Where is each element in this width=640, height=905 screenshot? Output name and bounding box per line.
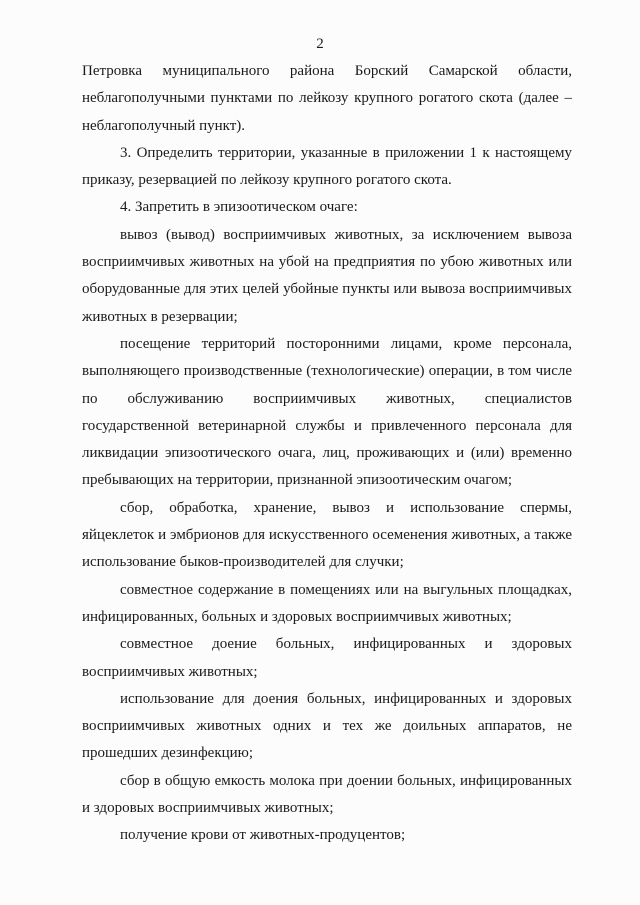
paragraph: получение крови от животных-продуцентов; [120,827,406,844]
paragraph: посещение территорий посторонними лицами, кроме персонала, выполняющего производственные (технологические) операции, в том числе по обслуживанию восприимчивых животных, специалистов государственной ветеринарной службы и привлеченного персонала для ликвидации эпизоотического очага, лиц, проживающих и (или) временно пребывающих на территории, признанной эпизоотическим очагом; [82,335,572,489]
page-number: 2 [316,36,324,52]
paragraph: 4. Запретить в эпизоотическом очаге: [120,199,358,216]
paragraph: сбор в общую емкость молока при доении больных, инфицированных и здоровых восприимчивых животных; [82,772,572,817]
paragraph: Петровка муниципального района Борский Самарской области, неблагополучными пунктами по лейкозу крупного рогатого скота (далее – неблагополучный пункт). [82,63,572,134]
paragraph: использование для доения больных, инфицированных и здоровых восприимчивых животных одних и тех же доильных аппаратов, не прошедших дезинфекцию; [82,690,572,762]
paragraph: вывоз (вывод) восприимчивых животных, за исключением вывоза восприимчивых животных на убой на предприятия по убою животных или оборудованные для этих целей убойные пункты или вывоза восприимчивых животных в резервации; [82,226,572,325]
document-body [82,58,572,850]
paragraph: совместное доение больных, инфицированных и здоровых восприимчивых животных; [82,636,572,680]
paragraph: сбор, обработка, хранение, вывоз и использование спермы, яйцеклеток и эмбрионов для искусственного осеменения животных, а также использование быков-производителей для случки; [82,499,572,571]
paragraph: совместное содержание в помещениях или на выгульных площадках, инфицированных, больных и здоровых восприимчивых животных; [82,581,572,625]
paragraph: 3. Определить территории, указанные в приложении 1 к настоящему приказу, резервацией по лейкозу крупного рогатого скота. [82,144,572,189]
